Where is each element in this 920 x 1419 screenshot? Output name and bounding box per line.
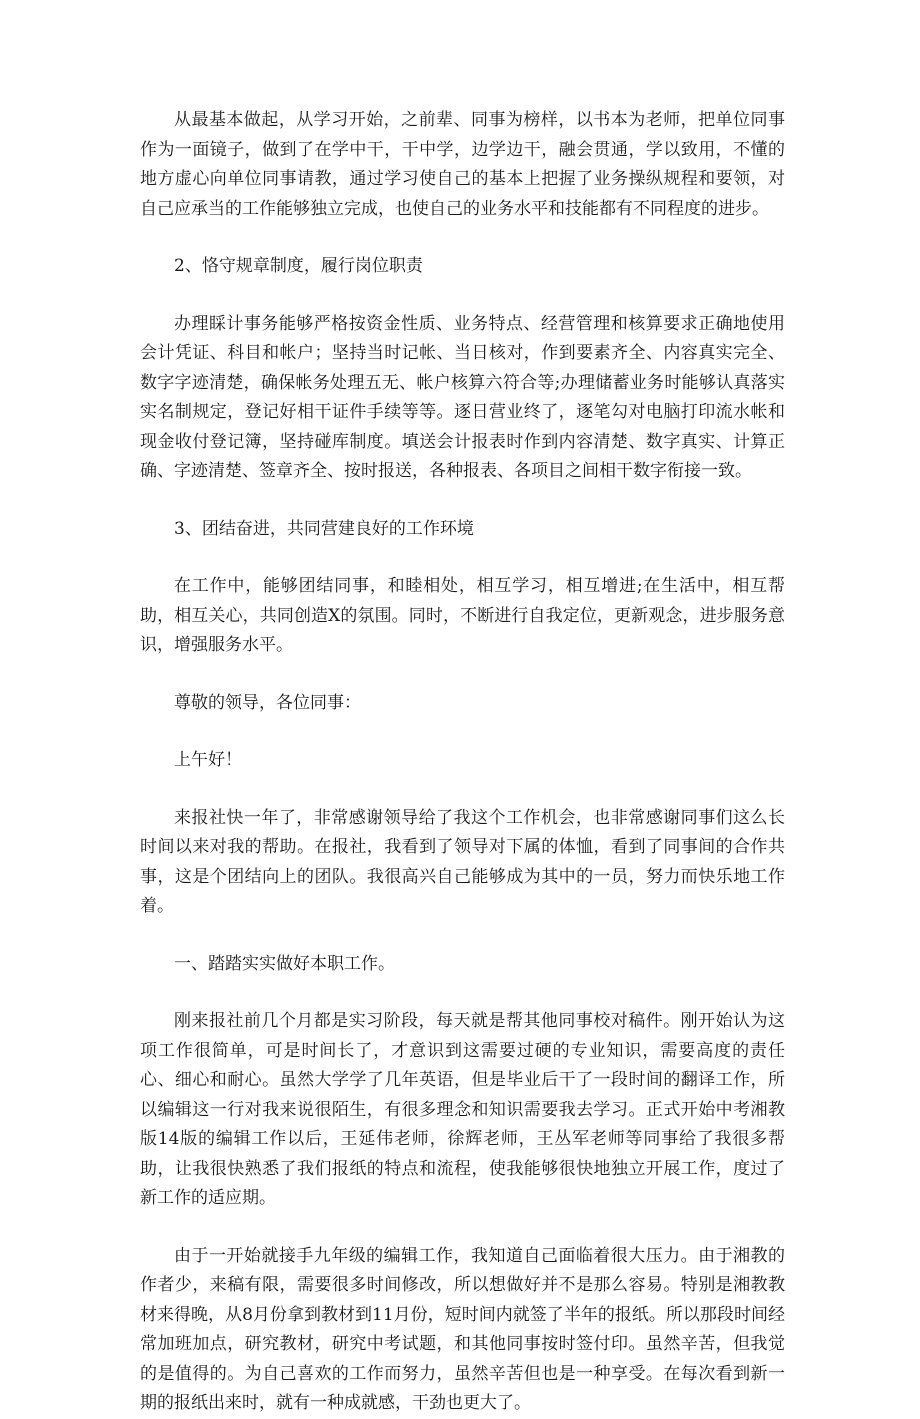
paragraph-internship: 刚来报社前几个月都是实习阶段，每天就是帮其他同事校对稿件。刚开始认为这项工作很简单，可是时间长了，才意识到这需要过硬的专业知识，需要高度的责任心、细心和耐心。虽然大学学了几年英语，但是毕业后干了一段时间的翻译工作，所以编辑这一行对我来说很陌生，有很多理念和知识需要我去学习。正式开始中考湘教版14版的编辑工作以后，王延伟老师，徐辉老师，王丛军老师等同事给了我很多帮助，让我很快熟悉了我们报纸的特点和流程，使我能够很快地独立开展工作，度过了新工作的适应期。	[140, 1011, 785, 1208]
paragraph-grade-nine-editing: 由于一开始就接手九年级的编辑工作，我知道自己面临着很大压力。由于湘教的作者少，来稿有限，需要很多时间修改，所以想做好并不是那么容易。特别是湘教教材来得晚，从8月份拿到教材到11月份，短时间内就签了半年的报纸。所以那段时间经常加班加点，研究教材，研究中考试题，和其他同事按时签付印。虽然辛苦，但我觉的是值得的。为自己喜欢的工作而努力，虽然辛苦但也是一种享受。在每次看到新一期的报纸出来时，就有一种成就感，干劲也更大了。	[140, 1245, 785, 1413]
paragraph-learning: 从最基本做起，从学习开始，之前辈、同事为榜样，以书本为老师，把单位同事作为一面镜子，做到了在学中干，干中学，边学边干，融会贯通，学以致用，不懂的地方虚心向单位同事请教，通过学习使自己的基本上把握了业务操纵规程和要领，对自己应承当的工作能够独立完成，也使自己的业务水平和技能都有不同程度的进步。	[140, 110, 785, 219]
heading-teamwork: 3、团结奋进，共同营建良好的工作环境	[174, 518, 474, 539]
document-body	[140, 106, 785, 1419]
paragraph-accounting: 办理睬计事务能够严格按资金性质、业务特点、经营管理和核算要求正确地使用会计凭证、科目和帐户；坚持当时记帐、当日核对，作到要素齐全、内容真实完全、数字字迹清楚，确保帐务处理五无、帐户核算六符合等;办理储蓄业务时能够认真落实实名制规定，登记好相干证件手续等等。逐日营业终了，逐笔勾对电脑打印流水帐和现金收付登记簿，坚持碰库制度。填送会计报表时作到内容清楚、数字真实、计算正确、字迹清楚、签章齐全、按时报送，各种报表、各项目之间相干数字衔接一致。	[140, 313, 785, 481]
heading-work-duty: 一、踏踏实实做好本职工作。	[174, 953, 395, 974]
greeting: 上午好！	[174, 750, 242, 770]
paragraph-newspaper-intro: 来报社快一年了，非常感谢领导给了我这个工作机会，也非常感谢同事们这么长时间以来对我的帮助。在报社，我看到了领导对下属的体恤，看到了同事间的合作共事，这是个团结向上的团队。我很高兴自己能够成为其中的一员，努力而快乐地工作着。	[140, 807, 785, 916]
paragraph-teamwork: 在工作中，能够团结同事，和睦相处，相互学习，相互增进;在生活中，相互帮助，相互关心，共同创造X的氛围。同时，不断进行自我定位，更新观念，进步服务意识，增强服务水平。	[140, 576, 785, 655]
heading-rules-duties: 2、恪守规章制度，履行岗位职责	[174, 256, 423, 276]
salutation: 尊敬的领导，各位同事：	[174, 692, 361, 713]
